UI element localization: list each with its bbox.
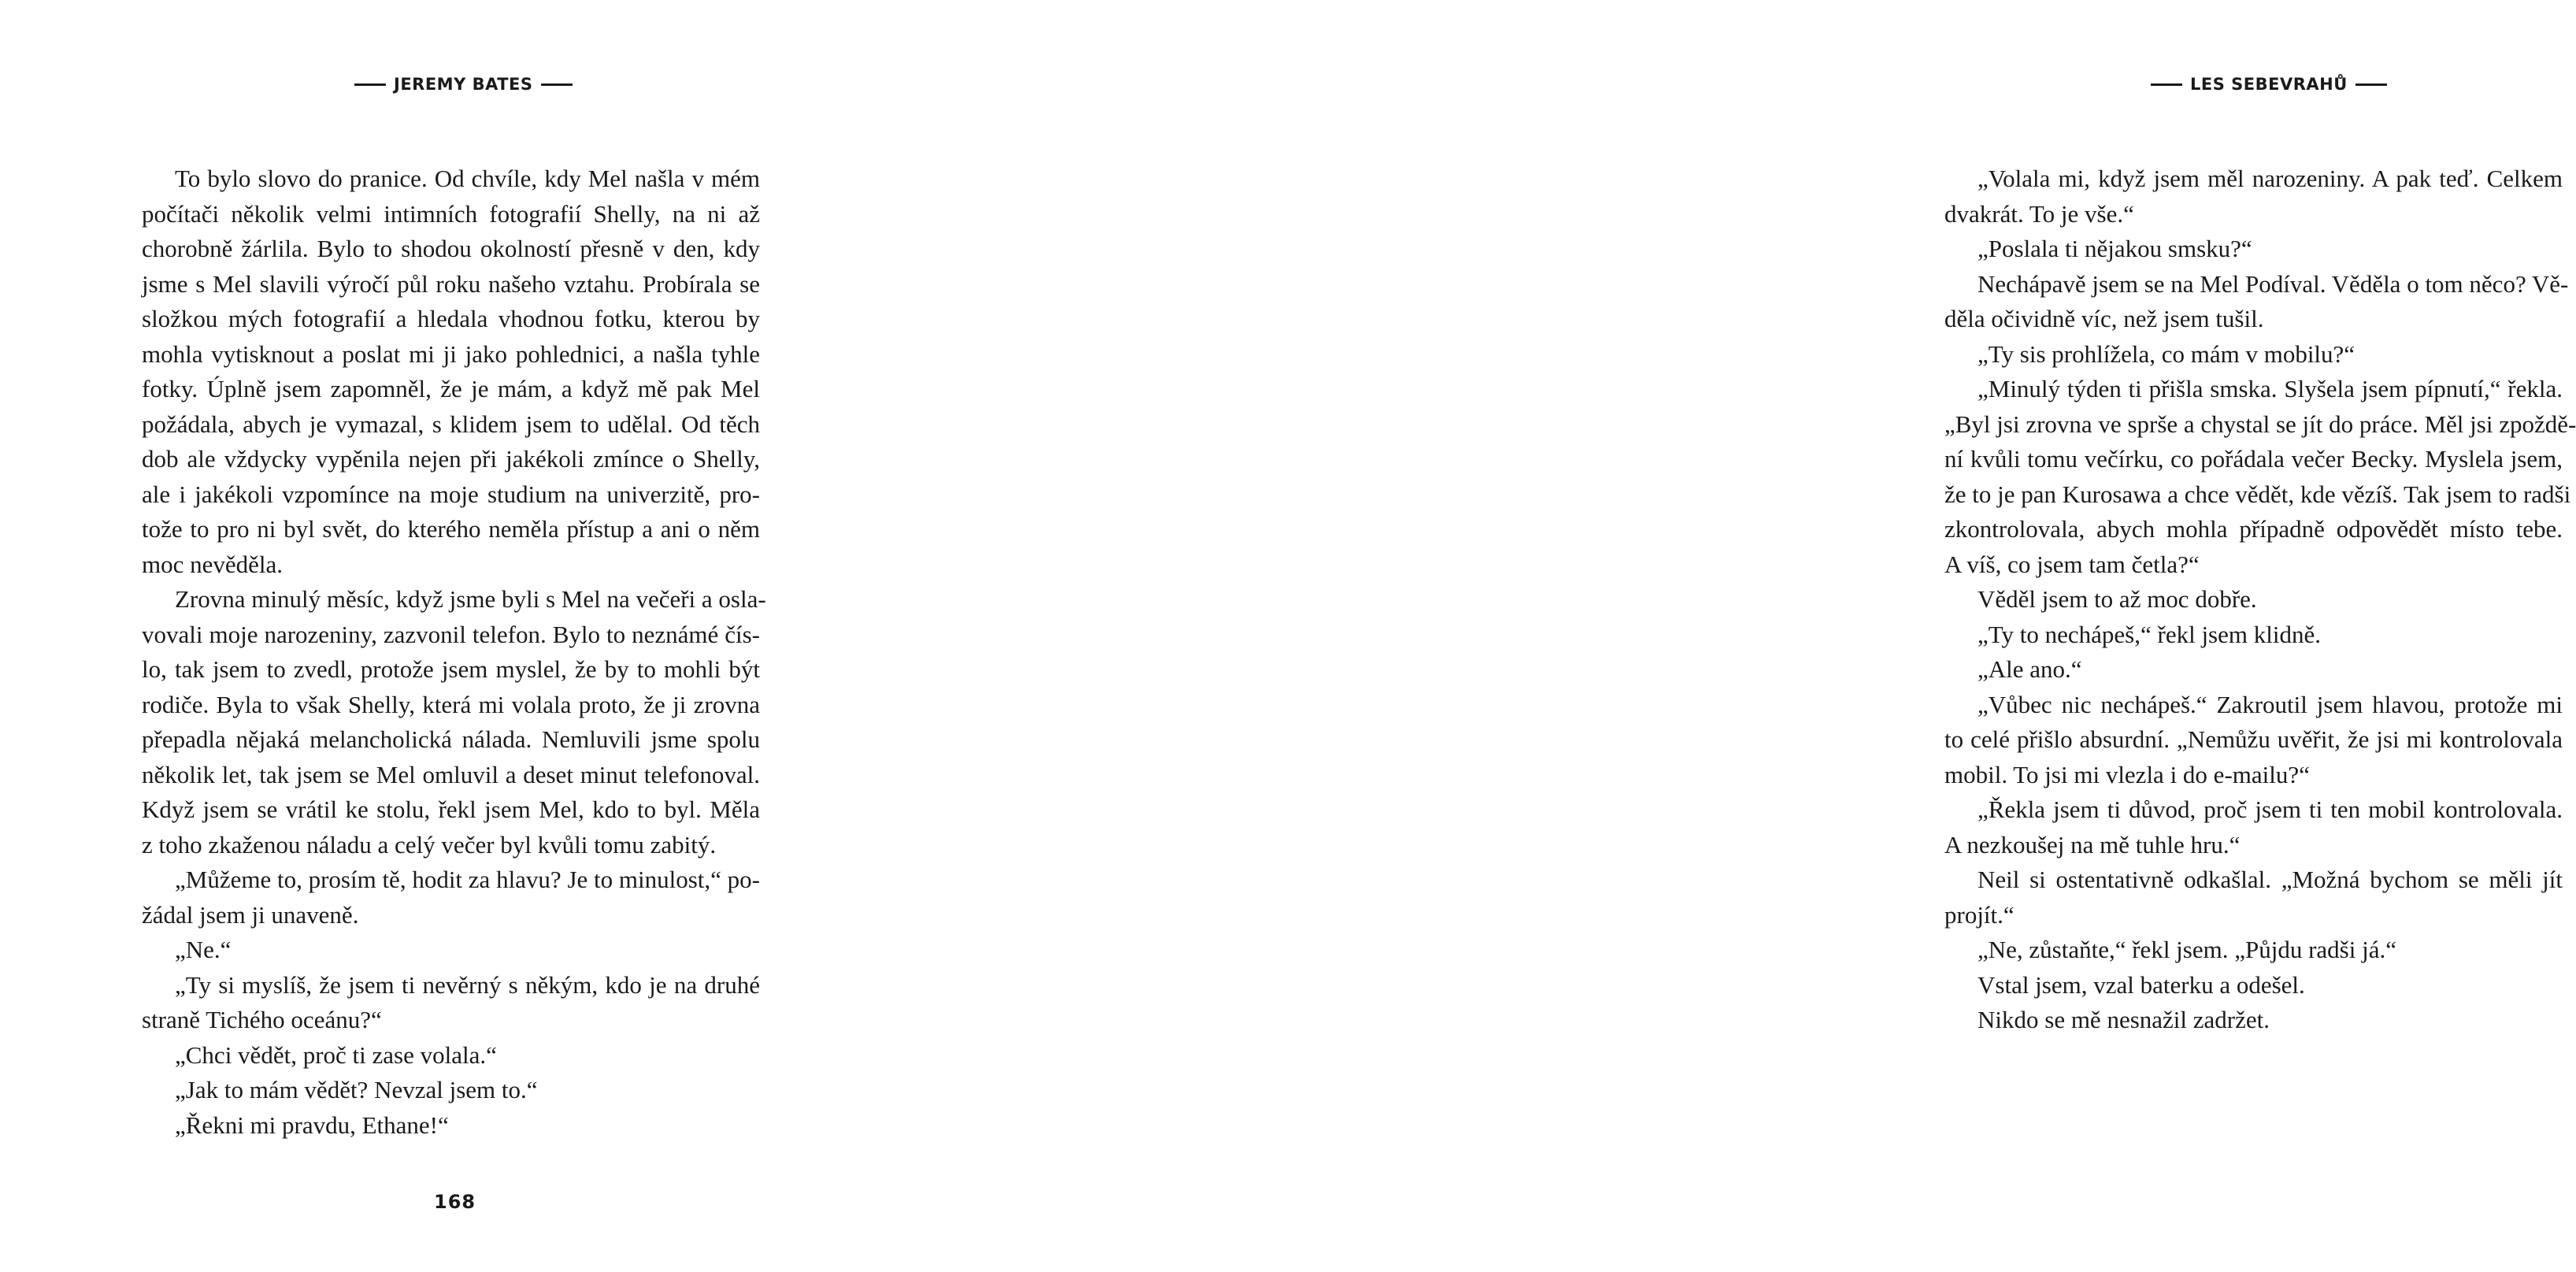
text-line: dvakrát. To je vše.“ xyxy=(1944,199,2134,228)
text-line: z toho zkaženou náladu a celý večer byl kvůli tomu zabitý. xyxy=(142,830,717,859)
right-page xyxy=(899,0,2576,1272)
text-line: mobil. To jsi mi vlezla i do e-mailu?“ xyxy=(1944,760,2310,788)
text-line: Zrovna minulý měsíc, když jsme byli s Mel na večeři a osla- xyxy=(175,585,766,613)
text-line: „Vůbec nic nechápeš.“ Zakroutil jsem hlavou, protože mi xyxy=(1977,690,2563,718)
running-head-author xyxy=(354,75,573,94)
text-line: dob ale vždycky vypěnila nejen při jakékoli zmínce o Shelly, xyxy=(142,445,760,473)
text-line: lo, tak jsem to zvedl, protože jsem myslel, že by to mohli být xyxy=(142,655,760,683)
text-line: Nikdo se mě nesnažil zadržet. xyxy=(1977,1006,2270,1033)
text-line: „Ne.“ xyxy=(175,936,232,963)
text-line: několik let, tak jsem se Mel omluvil a deset minut telefonoval. xyxy=(142,760,760,788)
text-line: chorobně žárlila. Bylo to shodou okolností přesně v den, kdy xyxy=(142,235,760,262)
text-line: děla očividně víc, než jsem tušil. xyxy=(1944,305,2264,332)
text-line: vovali moje narozeniny, zazvonil telefon. Bylo to neznámé čís- xyxy=(142,620,760,648)
left-page-body-text xyxy=(142,161,766,1143)
text-line: „Ty to nechápeš,“ řekl jsem klidně. xyxy=(1977,620,2321,648)
right-page-body-text xyxy=(1944,161,2576,1038)
text-line: „Volala mi, když jsem měl narozeniny. A pak teď. Celkem xyxy=(1977,165,2563,192)
text-line: ale i jakékoli vzpomínce na moje studium na univerzitě, pro- xyxy=(142,480,760,508)
text-line: „Poslala ti nějakou smsku?“ xyxy=(1977,235,2252,262)
text-line: „Řekla jsem ti důvod, proč jsem ti ten mobil kontrolovala. xyxy=(1977,795,2563,823)
text-line: zkontrolovala, abych mohla případně odpovědět místo tebe. xyxy=(1944,515,2563,543)
text-line: „Jak to mám vědět? Nevzal jsem to.“ xyxy=(175,1076,538,1103)
text-line: fotky. Úplně jsem zapomněl, že je mám, a když mě pak Mel xyxy=(142,375,760,402)
text-line: žádal jsem ji unaveně. xyxy=(142,900,359,929)
text-line: „Ty sis prohlížela, co mám v mobilu?“ xyxy=(1977,339,2355,368)
text-line: „Byl jsi zrovna ve sprše a chystal se jít do práce. Měl jsi zpoždě- xyxy=(1944,410,2576,438)
text-line: rodiče. Byla to však Shelly, která mi volala proto, že ji zrovna xyxy=(142,690,760,718)
text-line: Věděl jsem to až moc dobře. xyxy=(1977,585,2257,613)
text-line: tože to pro ni byl svět, do kterého neměla přístup a ani o něm xyxy=(142,515,760,543)
text-line: „Ty si myslíš, že jsem ti nevěrný s někým, kdo je na druhé xyxy=(175,970,760,999)
text-line: ní kvůli tomu večírku, co pořádala večer Becky. Myslela jsem, xyxy=(1944,445,2563,473)
text-line: mohla vytisknout a poslat mi ji jako pohlednici, a našla tyhle xyxy=(142,339,760,368)
running-head-title xyxy=(2151,75,2387,94)
text-line: Vstal jsem, vzal baterku a odešel. xyxy=(1977,970,2305,999)
text-line: moc nevěděla. xyxy=(142,550,284,578)
text-line: požádala, abych je vymazal, s klidem jsem to udělal. Od těch xyxy=(142,410,760,438)
header-rule-left xyxy=(354,83,386,86)
text-line: Neil si ostentativně odkašlal. „Možná bychom se měli jít xyxy=(1977,866,2563,893)
text-line: přepadla nějaká melancholická nálada. Nemluvili jsme spolu xyxy=(142,725,760,753)
text-line: že to je pan Kurosawa a chce vědět, kde vězíš. Tak jsem to radši xyxy=(1944,480,2571,508)
text-line: počítači několik velmi intimních fotografií Shelly, na ni až xyxy=(142,199,760,228)
text-line: „Ne, zůstaňte,“ řekl jsem. „Půjdu radši já.“ xyxy=(1977,936,2396,963)
text-line: složkou mých fotografií a hledala vhodnou fotku, kterou by xyxy=(142,305,760,332)
text-line: to celé přišlo absurdní. „Nemůžu uvěřit, že jsi mi kontrolovala xyxy=(1944,725,2563,753)
text-line: jsme s Mel slavili výročí půl roku našeho vztahu. Probírala se xyxy=(142,269,760,298)
text-line: „Řekni mi pravdu, Ethane!“ xyxy=(175,1111,449,1139)
text-line: „Můžeme to, prosím tě, hodit za hlavu? Je to minulost,“ po- xyxy=(175,866,760,893)
page-number: 168 xyxy=(434,1191,476,1213)
header-rule-left xyxy=(2151,83,2182,86)
text-line: straně Tichého oceánu?“ xyxy=(142,1006,382,1033)
header-rule-right xyxy=(2355,83,2387,86)
text-line: „Minulý týden ti přišla smska. Slyšela jsem pípnutí,“ řekla. xyxy=(1977,375,2563,402)
text-line: To bylo slovo do pranice. Od chvíle, kdy Mel našla v mém xyxy=(175,165,760,192)
author-name: JEREMY BATES xyxy=(394,75,533,94)
text-line: Nechápavě jsem se na Mel Podíval. Věděla o tom něco? Vě- xyxy=(1977,269,2569,298)
text-line: „Chci vědět, proč ti zase volala.“ xyxy=(175,1040,497,1069)
text-line: A víš, co jsem tam četla?“ xyxy=(1944,550,2200,578)
book-title: LES SEBEVRAHŮ xyxy=(2190,75,2348,94)
text-line: „Ale ano.“ xyxy=(1977,655,2082,683)
text-line: Když jsem se vrátil ke stolu, řekl jsem Mel, kdo to byl. Měla xyxy=(142,795,760,823)
left-page xyxy=(0,0,899,1272)
header-rule-right xyxy=(541,83,573,86)
text-line: A nezkoušej na mě tuhle hru.“ xyxy=(1944,830,2241,859)
text-line: projít.“ xyxy=(1944,900,2014,929)
